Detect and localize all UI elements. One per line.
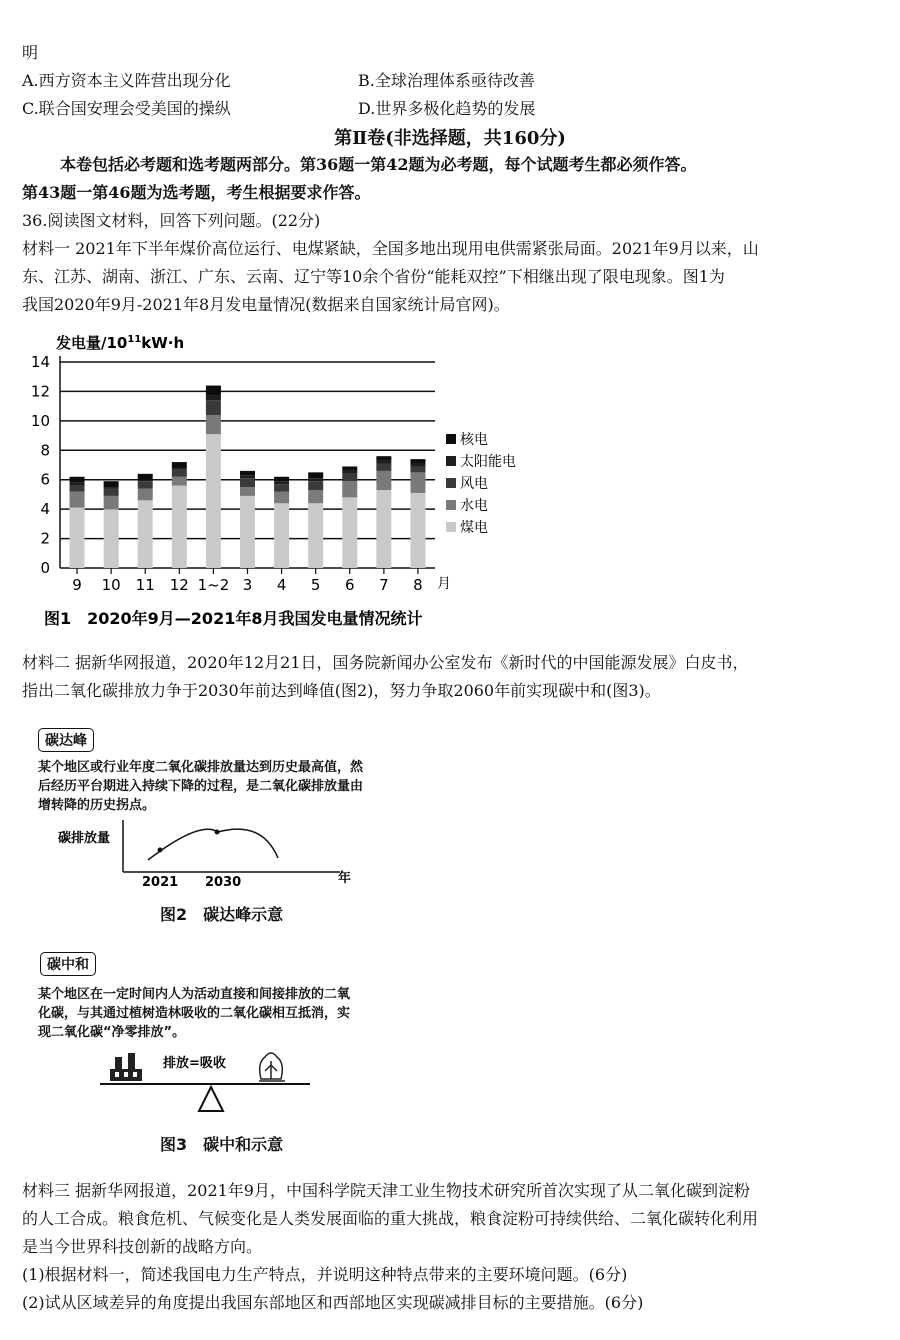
fig1-bar-segment — [104, 509, 119, 568]
fig2-diagram — [40, 820, 370, 895]
fig1-caption: 图1 2020年9月—2021年8月我国发电量情况统计 — [44, 609, 423, 628]
fig3-desc-2: 化碳，与其通过植树造林吸收的二氧化碳相互抵消，实 — [38, 1006, 351, 1021]
fig1-bar-segment — [410, 464, 425, 467]
option-c: C.联合国安理会受美国的操纵 — [22, 99, 231, 118]
option-d: D.世界多极化趋势的发展 — [358, 99, 536, 118]
fig1-bar-segment — [70, 491, 85, 507]
material3-line1: 材料三 据新华网报道，2021年9月，中国科学院天津工业生物技术研究所首次实现了从二氧化碳到淀粉 — [22, 1181, 750, 1200]
fig1-xtick-label: 5 — [310, 576, 321, 594]
material3-line3: 是当今世界科技创新的战略方向。 — [22, 1237, 263, 1256]
fig1-legend-swatch — [446, 434, 456, 444]
fig1-bar-segment — [410, 493, 425, 568]
fig1-bar-segment — [138, 474, 153, 480]
fig1-bar-segment — [206, 415, 221, 434]
tree-icon — [259, 1053, 285, 1081]
fig2-point-2021 — [158, 848, 163, 853]
fig1-bar-segment — [172, 486, 187, 568]
material2-line1: 材料二 据新华网报道，2020年12月21日，国务院新闻办公室发布《新时代的中国能源发展》白皮书， — [22, 653, 749, 672]
fig1-bar-segment — [70, 483, 85, 486]
fig1-xtick-label: 10 — [101, 576, 121, 594]
fig1-xtick-label: 4 — [276, 576, 287, 594]
fig1-bar-segment — [342, 471, 357, 474]
fig1-legend-label: 水电 — [460, 498, 488, 514]
fig1-ylabel: 发电量$/10^{11}kW\cdot h$ — [56, 334, 185, 352]
fig1-xtick-label: 11 — [135, 576, 155, 594]
fig1-xtick-label: 9 — [72, 576, 82, 594]
fig1-ytick-label: 6 — [40, 470, 50, 489]
fig1-bar-segment — [104, 487, 119, 488]
fig2-ylabel: 碳排放量 — [58, 831, 111, 846]
fig1-bar-segment — [342, 497, 357, 568]
fig1-bar-segment — [240, 478, 255, 487]
fig1-xtick-label: 6 — [344, 576, 355, 594]
fig1-bar-segment — [308, 503, 323, 568]
fig1-bar-segment — [240, 487, 255, 496]
fig1-bar-segment — [206, 400, 221, 415]
fig1-bar-segment — [172, 468, 187, 469]
fig1-bar-segment — [274, 491, 289, 503]
fig1-xunit: 月 — [437, 576, 451, 592]
fig1-ytick-label: 14 — [30, 353, 50, 371]
fig1-xtick-label: 3 — [242, 576, 253, 594]
material1-line3: 我国2020年9月-2021年8月发电量情况(数据来自国家统计局官网)。 — [22, 295, 510, 314]
factory-icon — [110, 1053, 142, 1081]
fig1-ytick-label: 8 — [40, 441, 50, 460]
fig3-desc-3: 现二氧化碳“净零排放”。 — [38, 1025, 186, 1040]
option-a: A.西方资本主义阵营出现分化 — [22, 71, 231, 90]
material1-line2: 东、江苏、湖南、浙江、广东、云南、辽宁等10余个省份“能耗双控”下相继出现了限电现象。图1为 — [22, 267, 725, 286]
fig1-xtick-label: 7 — [379, 576, 389, 594]
fig1-bar-segment — [342, 466, 357, 470]
fig1-legend-swatch — [446, 522, 456, 532]
fig1-bar-segment — [274, 477, 289, 481]
fig1-legend-swatch — [446, 500, 456, 510]
material2-line2: 指出二氧化碳排放力争于2030年前达到峰值(图2)，努力争取2060年前实现碳中和(图3)。 — [22, 681, 661, 700]
fig1-bar-segment — [308, 481, 323, 490]
fig1-bar-segment — [410, 466, 425, 472]
fig1-bar-segment — [308, 472, 323, 478]
fig1-bar-segment — [240, 471, 255, 475]
fig2-x-2021: 2021 — [142, 875, 179, 890]
fig1-bar-segment — [138, 480, 153, 481]
option-b: B.全球治理体系亟待改善 — [358, 71, 535, 90]
subquestion-1: (1)根据材料一，简述我国电力生产特点，并说明这种特点带来的主要环境问题。(6分) — [22, 1265, 628, 1284]
fig1-bar-segment — [172, 462, 187, 468]
fig2-curve — [148, 829, 278, 860]
fig1-xtick-label: 12 — [169, 576, 189, 594]
fig2-desc-3: 增转降的历史拐点。 — [38, 798, 156, 813]
fig1-legend-swatch — [446, 478, 456, 488]
fig1-bar-segment — [240, 475, 255, 478]
fig1-bar-segment — [138, 500, 153, 568]
section-intro-2: 第43题一第46题为选考题，考生根据要求作答。 — [22, 183, 371, 202]
fragment-text: 明 — [22, 43, 39, 62]
fig1-bar-segment — [308, 490, 323, 503]
fig1-bar-segment — [70, 486, 85, 492]
fig2-xunit: 年 — [338, 871, 352, 886]
fig1-bar-segment — [274, 484, 289, 491]
fig1-bar-segment — [206, 396, 221, 400]
fig1-bar-segment — [104, 489, 119, 496]
fig1-bar-segment — [138, 481, 153, 488]
fig2-desc-1: 某个地区或行业年度二氧化碳排放量达到历史最高值，然 — [38, 760, 364, 775]
fig1-bar-segment — [138, 489, 153, 501]
fig1-bar-segment — [206, 386, 221, 396]
fig1-legend-label: 太阳能电 — [460, 454, 516, 470]
material1-line1: 材料一 2021年下半年煤价高位运行、电煤紧缺，全国多地出现用电供需紧张局面。2021年9月以来，山 — [22, 239, 759, 258]
subquestion-2: (2)试从区域差异的角度提出我国东部地区和西部地区实现碳减排目标的主要措施。(6分) — [22, 1293, 644, 1312]
fig3-desc-1: 某个地区在一定时间内人为活动直接和间接排放的二氧 — [38, 987, 351, 1002]
fig1-bar-segment — [104, 496, 119, 509]
fig2-point-2030 — [215, 830, 220, 835]
fig1-legend-label: 煤电 — [460, 520, 488, 536]
section-title: 第Ⅱ卷(非选择题，共160分) — [334, 128, 566, 149]
fig2-caption: 图2 碳达峰示意 — [160, 905, 284, 924]
fig1-bar-segment — [70, 508, 85, 568]
fig1-bar-segment — [172, 477, 187, 486]
fig1-bar-segment — [342, 481, 357, 497]
fig1-bar-segment — [70, 477, 85, 483]
fig1-ytick-label: 0 — [40, 559, 50, 577]
fig1-bar-segment — [104, 481, 119, 487]
fig3-balance-text: 排放=吸收 — [163, 1056, 226, 1071]
fig1-bar-segment — [376, 471, 391, 490]
fig1-bar-segment — [274, 481, 289, 484]
fig3-label: 碳中和 — [40, 952, 96, 976]
fig3-caption: 图3 碳中和示意 — [160, 1135, 284, 1154]
fig1-legend-swatch — [446, 456, 456, 466]
fig1-ytick-label: 2 — [40, 529, 50, 548]
fig1-bar-segment — [342, 474, 357, 481]
fig2-desc-2: 后经历平台期进入持续下降的过程，是二氧化碳排放量由 — [38, 779, 364, 794]
fig1-xtick-label: 1~2 — [197, 576, 230, 594]
fig1-bar-segment — [376, 464, 391, 471]
fig3-diagram — [95, 1045, 320, 1120]
fig1-bar-segment — [376, 456, 391, 460]
section-intro-1: 本卷包括必考题和选考题两部分。第36题一第42题为必考题，每个试题考生都必须作答。 — [60, 155, 697, 174]
fig1-bar-segment — [240, 496, 255, 568]
fig1-bar-segment — [172, 469, 187, 476]
fig1-bar-segment — [376, 461, 391, 464]
fig1-bar-segment — [376, 490, 391, 568]
fig1-ytick-label: 10 — [30, 411, 50, 430]
fig1-xtick-label: 8 — [413, 576, 423, 594]
fig1-bar-segment — [410, 472, 425, 493]
material3-line2: 的人工合成。粮食危机、气候变化是人类发展面临的重大挑战，粮食淀粉可持续供给、二氧化碳转化利用 — [22, 1209, 759, 1228]
fig2-label: 碳达峰 — [38, 728, 94, 752]
fig1-ytick-label: 4 — [40, 500, 50, 519]
fig2-x-2030: 2030 — [205, 875, 242, 890]
balance-fulcrum — [199, 1087, 223, 1111]
fig1-legend-label: 核电 — [460, 432, 488, 448]
fig1-legend-label: 风电 — [460, 476, 488, 492]
fig1-bar-segment — [410, 459, 425, 463]
fig1-ytick-label: 12 — [30, 382, 50, 401]
fig1-bar-segment — [274, 503, 289, 568]
fig1-bar-segment — [206, 434, 221, 568]
question-stem: 36.阅读图文材料，回答下列问题。(22分) — [22, 211, 321, 230]
figure1-chart — [0, 330, 900, 630]
fig1-bar-segment — [308, 478, 323, 481]
